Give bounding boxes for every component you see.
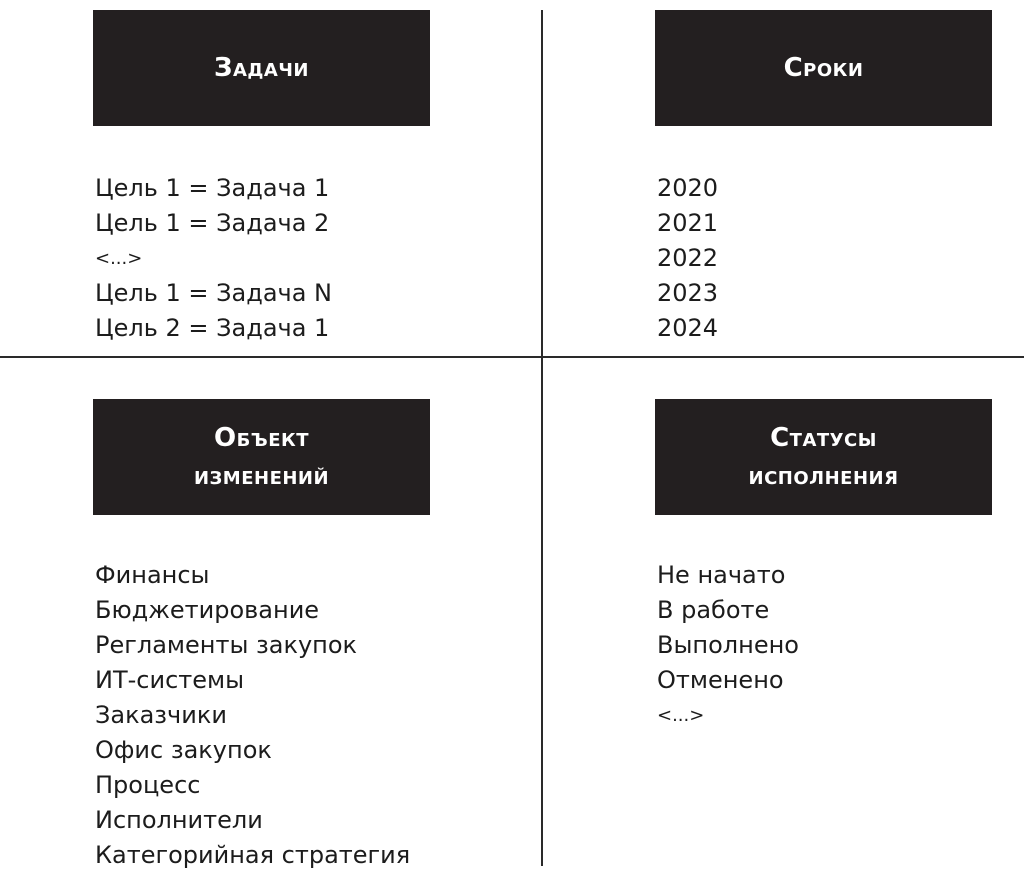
quadrant-statuses [655, 399, 992, 733]
deadlines-title: Сроки [783, 53, 864, 83]
list-item: Не начато [657, 561, 786, 589]
horizontal-divider [0, 356, 1024, 358]
quadrant-change-object [93, 399, 430, 873]
list-item: Финансы [95, 561, 210, 589]
list-item: 2021 [657, 209, 719, 237]
tasks-title: Задачи [214, 53, 309, 83]
change-object-header [93, 399, 430, 515]
statuses-list [655, 558, 992, 733]
tasks-header [93, 10, 430, 126]
list-item: Отменено [657, 666, 784, 694]
list-item: ИТ-системы [95, 666, 245, 694]
list-item: Регламенты закупок [95, 631, 358, 659]
change-object-list [93, 558, 430, 873]
list-item: Выполнено [657, 631, 799, 659]
list-item: 2023 [657, 279, 719, 307]
list-item: Заказчики [95, 701, 227, 729]
list-item: Цель 1 = Задача N [95, 279, 333, 307]
change-object-title: Объект изменений [193, 423, 330, 491]
list-item: Исполнители [95, 806, 263, 834]
list-item: Бюджетирование [95, 596, 320, 624]
tasks-list [93, 171, 430, 346]
list-item: 2020 [657, 174, 719, 202]
deadlines-list [655, 171, 992, 346]
quadrant-tasks [93, 10, 430, 346]
list-item: 2024 [657, 314, 719, 342]
list-item: Категорийная стратегия [95, 841, 411, 869]
vertical-divider [541, 10, 543, 866]
deadlines-header [655, 10, 992, 126]
list-item: Цель 2 = Задача 1 [95, 314, 330, 342]
statuses-title: Статусы исполнения [748, 423, 899, 491]
list-item: Процесс [95, 771, 201, 799]
list-item-ellipsis: <...> [657, 705, 705, 726]
list-item: В работе [657, 596, 770, 624]
list-item: 2022 [657, 244, 719, 272]
list-item: Офис закупок [95, 736, 272, 764]
statuses-header [655, 399, 992, 515]
list-item: Цель 1 = Задача 2 [95, 209, 330, 237]
list-item: Цель 1 = Задача 1 [95, 174, 330, 202]
list-item-ellipsis: <...> [95, 248, 143, 269]
quadrant-deadlines [655, 10, 992, 346]
